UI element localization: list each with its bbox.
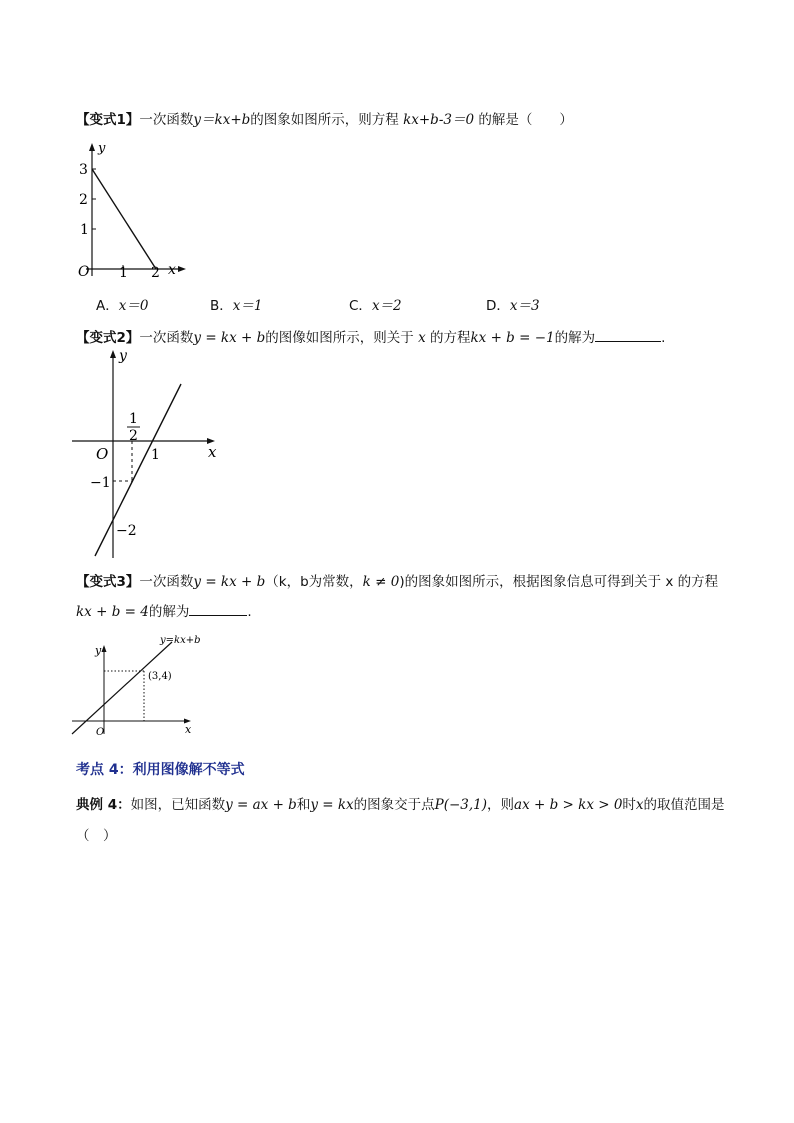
- variant3-text-a: 一次函数: [139, 574, 194, 590]
- example4-question: [76, 793, 725, 813]
- variant3-text-d: 的解为: [148, 604, 190, 620]
- variant2-end: .: [661, 330, 666, 346]
- variant2-y-label: y: [119, 348, 127, 364]
- section4-heading: 考点 4：利用图像解不等式: [76, 762, 245, 778]
- example4-text-e: 时: [622, 797, 636, 813]
- variant1-x-label: x: [168, 262, 176, 278]
- variant1-text-b: 的图象如图所示，则方程: [250, 112, 399, 128]
- variant1-expr1: y＝kx+b: [193, 112, 251, 128]
- variant1-expr2: kx+b-3＝0: [403, 112, 475, 128]
- variant2-var: x: [418, 330, 426, 346]
- variant3-x-label: x: [185, 723, 192, 736]
- example4-text-d: ，则: [487, 797, 515, 813]
- variant2-x-label: x: [208, 443, 217, 461]
- variant2-answer-blank[interactable]: [595, 329, 661, 342]
- option-d[interactable]: D．x＝3: [486, 298, 540, 314]
- example4-expr2: y = kx: [310, 797, 354, 813]
- variant1-question: [76, 108, 573, 128]
- variant1-x-arrow: [178, 266, 186, 272]
- variant2-origin: O: [96, 445, 109, 463]
- variant3-expr1: y = kx + b: [193, 574, 266, 590]
- variant2-y-tick-neg1: −1: [90, 475, 111, 491]
- variant3-text-b: （k，b为常数，: [265, 574, 363, 590]
- variant1-origin: O: [78, 264, 90, 280]
- variant1-graph: [72, 140, 192, 280]
- example4-inequality: ax + b > kx > 0: [514, 797, 623, 813]
- variant2-expr1: y = kx + b: [193, 330, 266, 346]
- variant3-tag: 【变式3】: [76, 574, 140, 590]
- variant3-origin: O: [96, 727, 105, 738]
- variant1-y-tick-2: 2: [79, 192, 88, 208]
- variant2-frac-den: 2: [129, 428, 138, 444]
- variant1-x-tick-1: 1: [119, 265, 128, 280]
- variant2-text-b: 的图像如图所示，则关于: [265, 330, 414, 346]
- variant1-text-c: 的解是（ ）: [478, 112, 573, 128]
- variant3-y-label: y: [95, 644, 102, 657]
- variant1-x-tick-2: 2: [151, 265, 160, 280]
- variant2-function-line: [95, 384, 181, 556]
- variant2-x-tick-1: 1: [151, 447, 160, 463]
- example4-text-c: 的图象交于点: [353, 797, 435, 813]
- example4-var: x: [635, 797, 644, 813]
- variant1-text-a: 一次函数: [139, 112, 194, 128]
- variant3-text-c: )的图象如图所示，根据图象信息可得到关于 x 的方程: [399, 574, 719, 590]
- variant1-y-label: y: [98, 141, 106, 156]
- variant1-y-tick-1: 1: [80, 222, 89, 238]
- variant2-text-c: 的方程: [429, 330, 471, 346]
- variant2-graph: [68, 344, 228, 562]
- option-a[interactable]: A．x＝0: [96, 298, 149, 314]
- example4-expr1: y = ax + b: [225, 797, 297, 813]
- variant2-expr2: kx + b = −1: [470, 330, 555, 346]
- variant3-expr2: kx + b = 4: [76, 604, 149, 620]
- variant2-y-arrow: [110, 350, 116, 358]
- variant1-options: [96, 294, 736, 312]
- option-b[interactable]: B．x＝1: [210, 298, 263, 314]
- variant1-tag: 【变式1】: [76, 112, 140, 128]
- variant2-text-a: 一次函数: [139, 330, 194, 346]
- example4-point: P(−3,1): [434, 797, 488, 813]
- variant2-question: [76, 326, 665, 346]
- variant1-y-arrow: [89, 143, 95, 151]
- variant2-y-tick-neg2: −2: [116, 523, 137, 539]
- variant2-frac-num: 1: [129, 411, 138, 427]
- variant1-y-tick-3: 3: [79, 162, 88, 178]
- variant3-question-line1: [76, 570, 718, 590]
- option-c[interactable]: C．x＝2: [349, 298, 402, 314]
- variant3-answer-blank[interactable]: [189, 603, 247, 616]
- variant3-graph: [68, 630, 208, 740]
- variant3-y-arrow: [102, 645, 107, 652]
- variant2-tag: 【变式2】: [76, 330, 140, 346]
- variant3-cond: k ≠ 0: [362, 574, 400, 590]
- example4-paren[interactable]: （ ）: [76, 828, 117, 844]
- variant3-point-label: (3,4): [148, 671, 172, 682]
- variant3-line-label: y=kx+b: [160, 635, 201, 646]
- variant3-question-line2: [76, 600, 252, 620]
- variant1-function-line: [92, 169, 156, 269]
- example4-text-a: 如图，已知函数: [130, 797, 226, 813]
- variant3-end: .: [247, 604, 252, 620]
- example4-text-b: 和: [296, 797, 311, 813]
- variant2-text-d: 的解为: [554, 330, 596, 346]
- variant3-function-line: [72, 642, 172, 734]
- example4-tag: 典例 4：: [76, 797, 131, 813]
- example4-text-f: 的取值范围是: [643, 797, 725, 813]
